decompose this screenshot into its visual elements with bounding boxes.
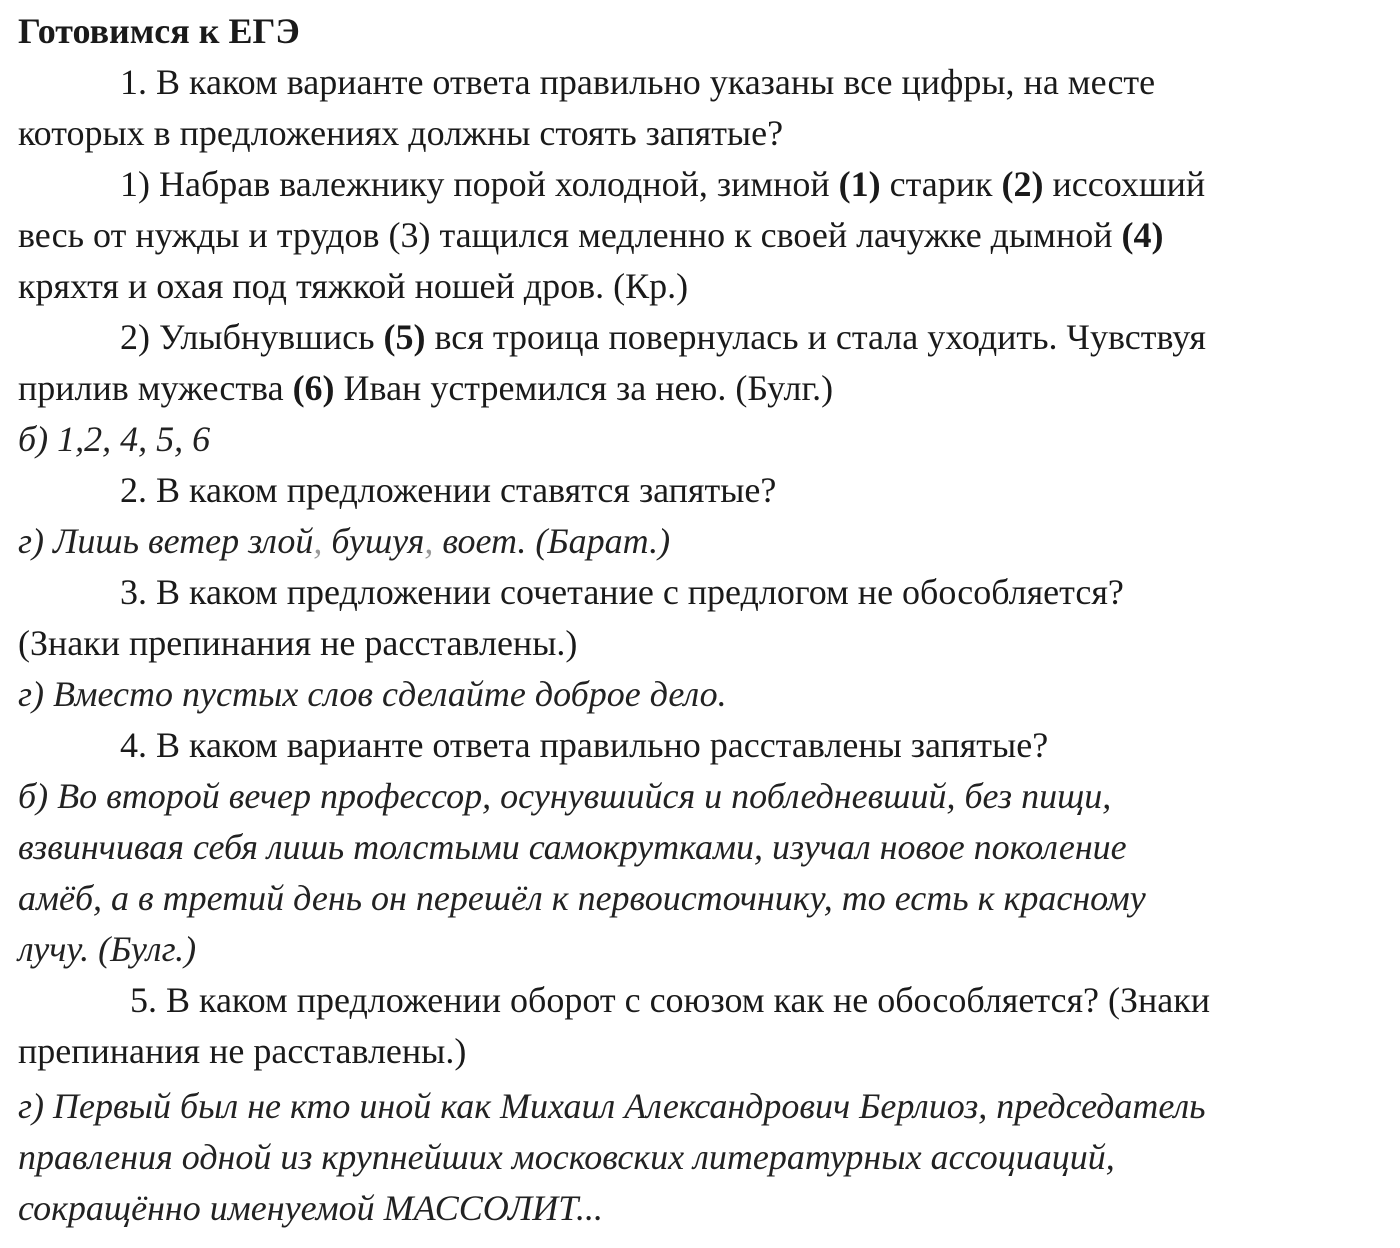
question-2-line-1: 2. В каком предложении ставятся запятые?: [120, 470, 777, 510]
sentence-1-line-2: [18, 210, 1390, 261]
marker-5: (5): [383, 317, 426, 357]
question-3-line-2: (Знаки препинания не расставлены.): [18, 623, 578, 663]
marker-6: (6): [292, 368, 335, 408]
answer-2: [18, 516, 1390, 567]
question-4-line-1: 4. В каком варианте ответа правильно расставлены запятые?: [120, 725, 1049, 765]
answer-2-text-c: воет. (Барат.): [433, 521, 671, 561]
question-3-line-1: 3. В каком предложении сочетание с предлогом не обособляется?: [120, 572, 1124, 612]
answer-3: г) Вместо пустых слов сделайте доброе дело.: [18, 674, 727, 714]
answer-2-comma-1: ,: [313, 521, 323, 561]
answer-4-line-1: б) Во второй вечер профессор, осунувшийся и побледневший, без пищи,: [18, 776, 1112, 816]
question-5-line-1: 5. В каком предложении оборот с союзом как не обособляется? (Знаки: [130, 980, 1211, 1020]
answer-4-line-2: взвинчивая себя лишь толстыми самокрутками, изучал новое поколение: [18, 827, 1127, 867]
answer-2-comma-2: ,: [424, 521, 434, 561]
answer-2-text-b: бушуя: [322, 521, 425, 561]
sentence-2-text-b: вся троица повернулась и стала уходить. Чувствуя: [425, 317, 1206, 357]
sentence-2-text-a: 2) Улыбнувшись: [120, 317, 384, 357]
answer-1: б) 1,2, 4, 5, 6: [18, 419, 211, 459]
question-1-line-1: 1. В каком варианте ответа правильно указаны все цифры, на месте: [120, 62, 1156, 102]
answer-5-block: [18, 1081, 1390, 1234]
answer-5-line-2: правления одной из крупнейших московских литературных ассоциаций,: [18, 1137, 1115, 1177]
question-1-line-2: которых в предложениях должны стоять запятые?: [18, 113, 784, 153]
marker-4: (4): [1121, 215, 1164, 255]
sentence-1-line-1: [18, 159, 1390, 210]
answer-2-text-a: г) Лишь ветер злой: [18, 521, 314, 561]
answer-4-line-3: амёб, а в третий день он перешёл к первоисточнику, то есть к красному: [18, 878, 1146, 918]
answer-5-line-1: г) Первый был не кто иной как Михаил Александрович Берлиоз, председатель: [18, 1086, 1206, 1126]
sentence-2-line-2: [18, 363, 1390, 414]
answer-5-line-3: сокращённо именуемой МАССОЛИТ...: [18, 1188, 603, 1228]
sentence-2-line-1: [18, 312, 1390, 363]
answer-4-line-4: лучу. (Булг.): [18, 929, 197, 969]
marker-1: (1): [838, 164, 881, 204]
sentence-1-text-d: весь от нужды и трудов (3) тащился медленно к своей лачужке дымной: [18, 215, 1122, 255]
page-title: Готовимся к ЕГЭ: [18, 11, 300, 51]
sentence-2-text-c: прилив мужества: [18, 368, 293, 408]
marker-2: (2): [1001, 164, 1044, 204]
question-5-line-2: препинания не расставлены.): [18, 1031, 467, 1071]
sentence-2-text-d: Иван устремился за нею. (Булг.): [334, 368, 834, 408]
sentence-1-line-3: кряхтя и охая под тяжкой ношей дров. (Кр.): [18, 266, 689, 306]
sentence-1-text-c: иссохший: [1043, 164, 1206, 204]
sentence-1-text-b: старик: [880, 164, 1002, 204]
sentence-1-text-a: 1) Набрав валежнику порой холодной, зимной: [120, 164, 839, 204]
document-page: [18, 6, 1390, 1234]
